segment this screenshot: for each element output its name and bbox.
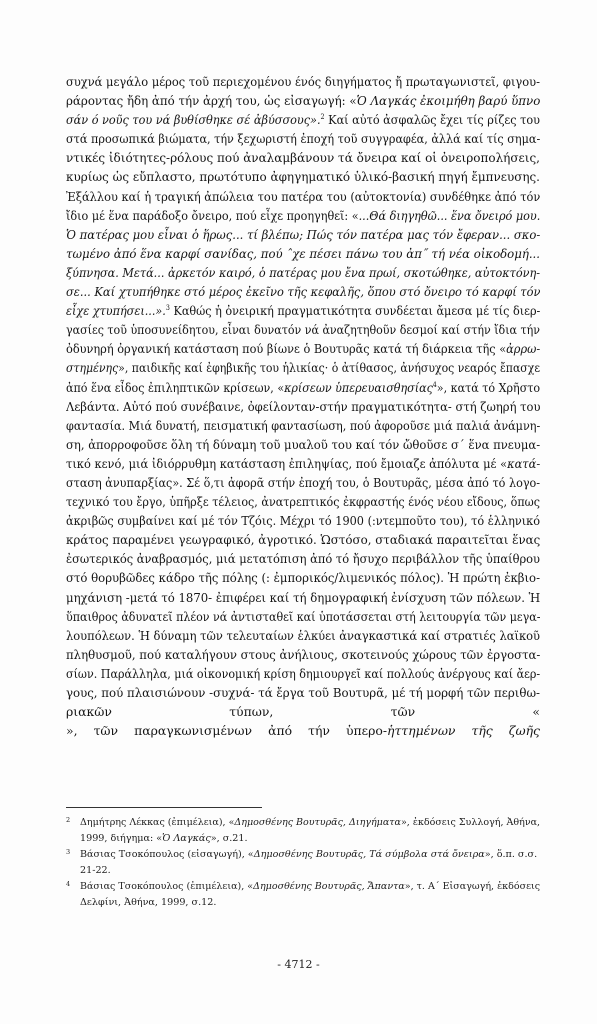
body-line: στημένης», παιδικῆς καί ἐφηβικῆς του ἡλικίας· ὁ ἀτίθασος, ἀνήσυχος νεαρός ἔπασχε	[66, 360, 540, 376]
body-line: σάν ό νοῦς του νά βυθίσθηκε σέ ἀβύσσους».$^2$ Καί αὐτό ἀσφαλῶς ἔχει τίς ρίζες του	[66, 112, 540, 128]
body-line: στά προσωπικά βιώματα, τήν ξεχωριστή ἐποχή τοῦ συγγραφέα, ἀλλά καί τίς σημα-	[66, 131, 541, 147]
body-line: σταση ἀνυπαρξίας». Σέ ὅ,τι ἀφορᾶ στήν ἐποχή του, ὁ Βουτυρᾶς, μέσα ἀπό τό λογο-	[66, 474, 541, 490]
body-line: κυρίως ὡς εὔπλαστο, πρωτότυπο ἀφηγηματικό ὑλικό-βασική πηγή ἔμπνευσης.	[66, 169, 540, 185]
footnote-line: Δελφίνι, Ἀθήνα, 1999, σ.12.	[80, 897, 217, 908]
footnote-line: Βάσιας Τσοκόπουλος (εἰσαγωγή), «Δημοσθένης Βουτυρᾶς, Τά σύμβολα στά ὄνειρα», ὅ.π. σ.σ.	[80, 849, 538, 860]
body-line: ντικές ἰδιότητες-ρόλους πού ἀναλαμβάνουν τά ὄνειρα καί οἱ ὀνειροπολήσεις,	[66, 150, 540, 166]
body-line: Ὁ πατέρας μου εἶναι ὁ ἥρως... τί βλέπω; Πώς τόν πατέρα μας τόν ἔφεραν... σκο-	[66, 226, 541, 242]
body-line: γασίες τοῦ ὑποσυνείδητου, εἶναι δυνατόν νά ἀναζητηθοῦν δεσμοί καί στήν ἴδια τήν	[66, 322, 541, 338]
body-line: λουπόλεων. Ἡ δύναμη τῶν τελευταίων ἑλκύει ἀναγκαστικά καί στρατιές λαϊκοῦ	[66, 627, 541, 643]
footnote-line: 21-22.	[80, 865, 111, 876]
footnote-number: 4	[66, 880, 71, 888]
body-line: κράτος παραμένει γεωγραφικό, ἀγροτικό. Ὡστόσο, σταδιακά παραιτεῖται ἕνας	[66, 532, 540, 548]
body-line: σίων. Παράλληλα, μιά οἰκονομική κρίση δημιουργεῖ καί πολλούς ἀνέργους καί ἄερ-	[66, 665, 540, 681]
footnote-separator	[66, 807, 262, 808]
footnote-line: Δημήτρης Λέκκας (ἐπιμέλεια), «Δημοσθένης Βουτυρᾶς, Διηγήματα», ἐκδόσεις Συλλογή, Ἀθήνα,	[80, 817, 541, 828]
body-line: τωμένο ἀπό ἕνα καρφί σανίδας, πού ˆχε πέσει πάνω του ἀπ˝ τή νέα οἰκοδομή...	[66, 245, 540, 261]
body-line: ἴδιο μέ ἕνα παράδοξο ὄνειρο, πού εἶχε προηγηθεῖ: «...Θά διηγηθῶ... ἕνα ὄνειρό μου.	[66, 207, 541, 223]
page-number: - 4712 -	[277, 958, 320, 971]
footnotes	[66, 815, 540, 911]
body-line: Ἐξάλλου καί ἡ τραγική ἀπώλεια του πατέρα του (αὐτοκτονία) συνδέθηκε ἀπό τόν	[66, 188, 540, 204]
footnote-ref: 3	[165, 304, 170, 312]
body-line: πληθυσμοῦ, πού καταλήγουν στους ἀνήλιους, σκοτεινούς χώρους τῶν ἐργοστα-	[66, 646, 540, 662]
body-line: σε... Καί χτυπήθηκε στό μέρος ἐκεῖνο τῆς κεφαλῆς, ὅπου στό ὄνειρο τό καρφί τόν	[66, 284, 541, 300]
footnote-ref: 4	[432, 380, 437, 389]
body-line: ἐσωτερικός ἀναβρασμός, μιά μετατόπιση ἀπό τό ἤσυχο περιβάλλον τῆς ὑπαίθρου	[66, 551, 541, 567]
body-line: ὀδυνηρή ὀργανική κατάσταση πού βίωνε ὁ Βουτυρᾶς κατά τή διάρκεια τῆς «ἀρρω-	[66, 341, 541, 357]
body-line: συχνά μεγάλο μέρος τοῦ περιεχομένου ένός διηγήματος ἤ πρωταγωνιστεῖ, φιγου-	[66, 74, 541, 89]
body-line: τεχνικό του ἔργο, ὑπῆρξε τέλειος, ἀνατρεπτικός ἐκφραστής ένός νέου εἴδους, ὅπως	[66, 494, 540, 510]
footnote-line: 1999, διήγημα: «Ὁ Λαγκάς», σ.21.	[80, 833, 248, 844]
footnote-number: 2	[66, 816, 71, 824]
footnote-number: 3	[66, 848, 71, 856]
body-line: ριακῶν τύπων, τῶν «	[66, 704, 540, 720]
body-line: εἶχε χτυπήσει...».$^3$ Καθώς ἡ ὀνειρική πραγματικότητα συνδέεται ἄμεσα μέ τίς διερ-	[66, 303, 541, 319]
body-line: ση, ἀπορροφοῦσε ὅλη τή δύναμη τοῦ μυαλοῦ του καί τόν ὤθοῦσε σ΄ ἕνα πνευμα-	[66, 436, 540, 452]
body-line: ὕπαιθρος ἀδυνατεῖ πλέον νά ἀντισταθεῖ καί ὑποτάσσεται στή λειτουργία τῶν μεγα-	[66, 608, 541, 624]
footnote-2	[66, 815, 540, 847]
footnote-ref: 2	[320, 113, 325, 122]
body-line: ξύπνησα. Μετά... ἀρκετόν καιρό, ὁ πατέρας μου ἔνα πρωί, σκοτώθηκε, αὐτοκτόνη-	[66, 264, 540, 280]
footnote-line: Βάσιας Τσοκόπουλος (ἐπιμέλεια), «Δημοσθένης Βουτυρᾶς, Ἄπαντα», τ. Α΄ Εἰσαγωγή, ἐκδόσεις	[80, 881, 541, 892]
footnote-3	[66, 847, 540, 879]
body-line: τικό κενό, μιά ἰδιόρρυθμη κατάσταση ἐπιληψίας, πού ἔμοιαζε ἀπόλυτα μέ «κατά-	[66, 455, 541, 471]
body-text	[66, 72, 540, 740]
body-line: γους, πού πλαισιώνουν -συχνά- τά ἔργα τοῦ Βουτυρᾶ, μέ τή μορφή τῶν περιθω-	[66, 685, 540, 700]
body-line: μηχάνιση -μετά τό 1870- ἐπιφέρει καί τή δημογραφική ἐνίσχυση τῶν πόλεων. Ἡ	[66, 589, 541, 605]
body-line: ράροντας ἤδη ἀπό τήν ἀρχή του, ὡς εἰσαγωγή: «Ὁ Λαγκάς ἐκοιμήθη βαρύ ὕπνο	[66, 93, 540, 109]
body-line: Λεβάντα. Αὐτό πού συνέβαινε, ὀφείλονταν-στήν πραγματικότητα- στή ζωηρή του	[66, 398, 540, 414]
body-line: ἀπό ἕνα εἶδος ἐπιληπτικῶν κρίσεων, «κρίσεων ὑπερευαισθησίας$^4$», κατά τό Χρῆστο	[66, 379, 540, 395]
body-line: στό θορυβῶδες κάδρο τῆς πόλης (: ἐμπορικός/λιμενικός πόλος). Ἡ πρώτη ἐκβιο-	[66, 570, 541, 586]
body-line: », τῶν παραγκωνισμένων ἀπό τήν ὑπερο-ἡττημένων τῆς ζωῆς	[66, 723, 540, 739]
body-line: ἀκριβῶς συμβαίνει καί μέ τόν Τζόις. Μέχρι τό 1900 (:ντεμποῦτο του), τό ἑλληνικό	[66, 513, 541, 529]
body-line: φαντασία. Μιά δυνατή, πεισματική φαντασίωση, πού ἀφοροῦσε μιά παλιά ἀνάμνη-	[66, 417, 541, 433]
footnote-4	[66, 879, 540, 911]
